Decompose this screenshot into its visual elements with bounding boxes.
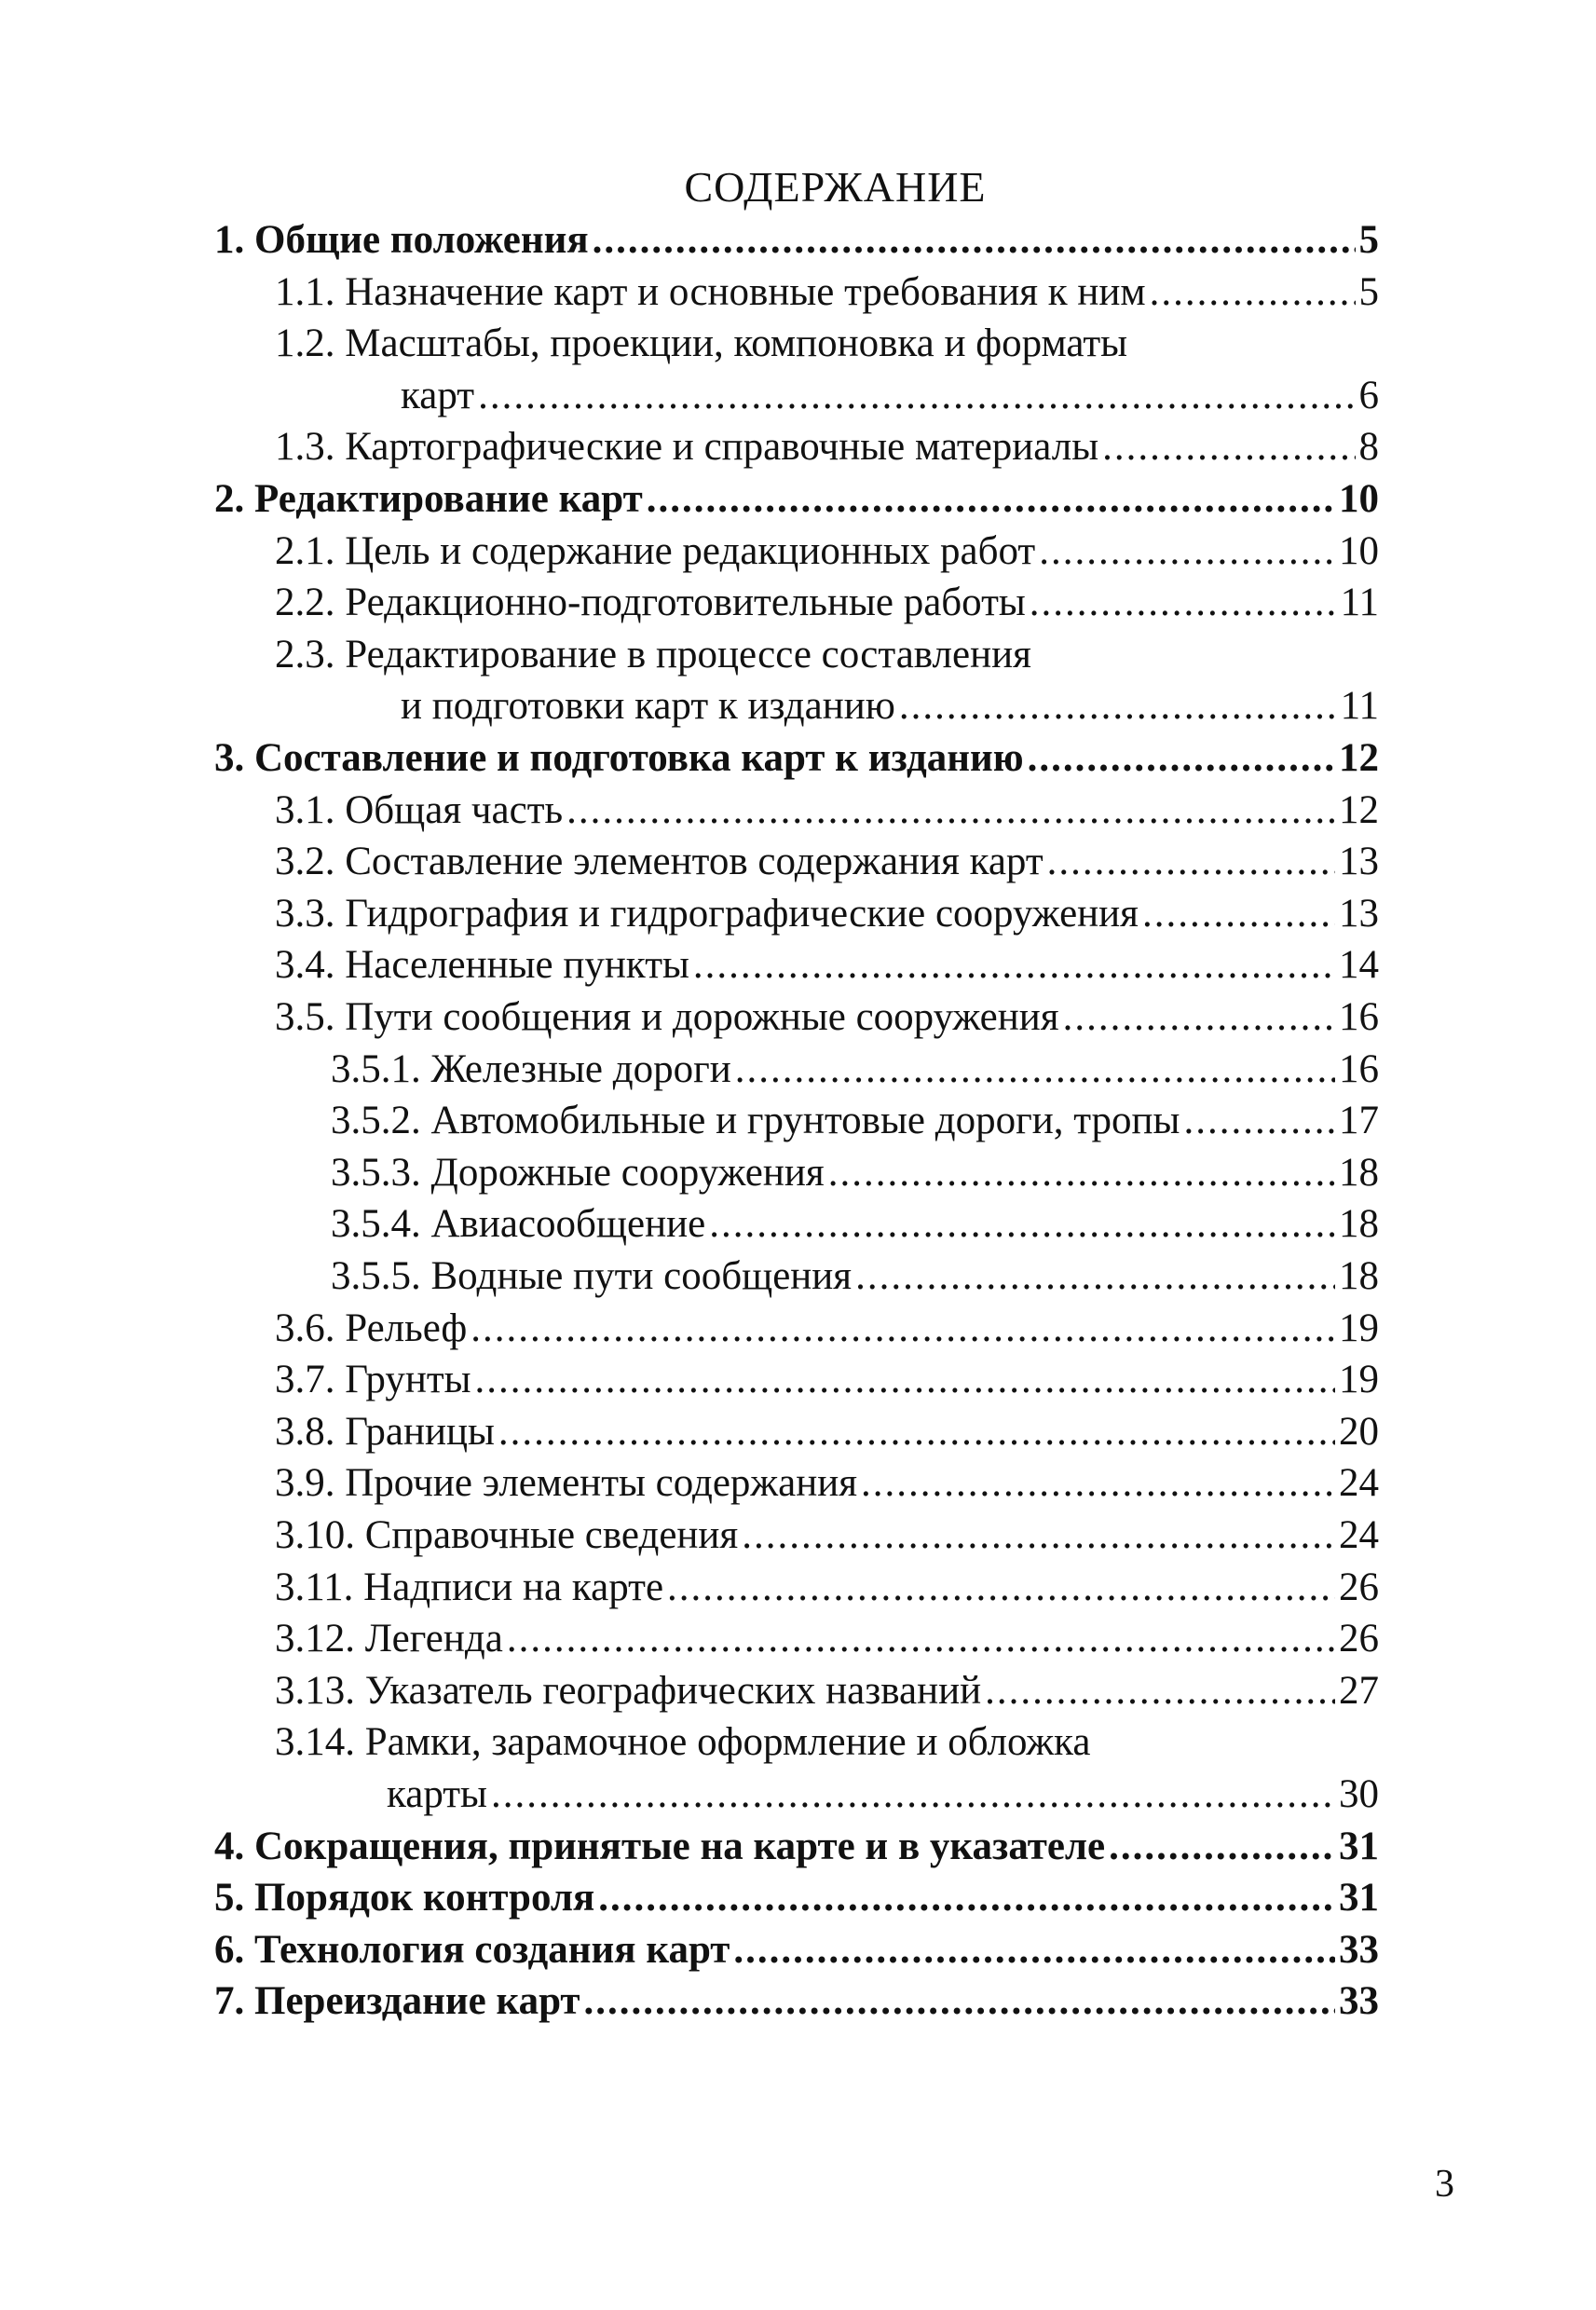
toc-entry-label: 3.11. Надписи на карте <box>275 1565 664 1609</box>
toc-entry-label: 3.5.2. Автомобильные и грунтовые дороги, тропы <box>331 1099 1180 1143</box>
toc-entry-label: 2.1. Цель и содержание редакционных работ <box>275 528 1036 573</box>
toc-entry-page: 26 <box>1339 1617 1379 1661</box>
toc-leader-dots <box>861 1457 1335 1510</box>
toc-leader-dots <box>1102 421 1355 473</box>
toc-entry-page: 10 <box>1339 528 1379 573</box>
toc-entry <box>275 785 1379 837</box>
toc-entry <box>275 1716 1090 1769</box>
toc-entry <box>275 421 1379 473</box>
toc-leader-dots <box>1142 888 1335 940</box>
toc-entry <box>275 267 1379 319</box>
toc-entry-page: 16 <box>1339 1046 1379 1091</box>
toc-entry <box>214 214 1379 267</box>
toc-entry-page: 5 <box>1358 218 1379 262</box>
toc-entry-label: 3.14. Рамки, зарамочное оформление и обложка <box>275 1720 1091 1765</box>
toc-leader-dots <box>584 1975 1335 2028</box>
toc-entry-page: 5 <box>1358 269 1379 314</box>
toc-leader-dots <box>566 785 1335 837</box>
toc-entry-label: 6. Технология создания карт <box>214 1927 730 1972</box>
toc-entry-label: 3.5.3. Дорожные сооружения <box>331 1150 825 1195</box>
toc-leader-dots <box>899 680 1337 732</box>
toc-entry-label: 3.7. Грунты <box>275 1358 471 1402</box>
toc-entry <box>275 939 1379 991</box>
toc-entry-page: 18 <box>1339 1150 1379 1195</box>
toc-entry-label: 3.3. Гидрография и гидрографические сооружения <box>275 891 1139 936</box>
toc-entry-label: 5. Порядок контроля <box>214 1876 595 1920</box>
toc-entry-label: 3.5. Пути сообщения и дорожные сооружения <box>275 995 1059 1039</box>
toc-entry-label: 3.8. Границы <box>275 1409 495 1454</box>
toc-entry-page: 20 <box>1339 1409 1379 1454</box>
toc-leader-dots <box>709 1198 1335 1251</box>
toc-entry-page: 30 <box>1339 1772 1379 1816</box>
toc-entry-label: 1.1. Назначение карт и основные требования к ним <box>275 269 1146 314</box>
toc-entry-page: 12 <box>1339 787 1379 832</box>
toc-leader-dots <box>647 473 1335 526</box>
toc-entry <box>401 680 1379 732</box>
toc-entry-page: 11 <box>1340 684 1379 729</box>
toc-entry-page: 24 <box>1339 1461 1379 1506</box>
toc-entry-page: 16 <box>1339 995 1379 1039</box>
toc-leader-dots <box>667 1562 1335 1614</box>
toc-entry-page: 31 <box>1339 1824 1379 1868</box>
toc-leader-dots <box>1039 526 1335 578</box>
toc-entry-label: 2.3. Редактирование в процессе составления <box>275 632 1031 677</box>
toc-entry-page: 13 <box>1339 840 1379 884</box>
toc-entry-label: 3. Составление и подготовка карт к изданию <box>214 736 1024 780</box>
toc-entry <box>275 888 1379 940</box>
toc-entry <box>275 577 1379 629</box>
toc-leader-dots <box>693 939 1335 991</box>
toc-entry-page: 33 <box>1339 1927 1379 1972</box>
toc-entry <box>331 1198 1379 1251</box>
toc-leader-dots <box>593 214 1356 267</box>
toc-entry-label: 3.6. Рельеф <box>275 1305 468 1350</box>
toc-entry-page: 8 <box>1358 425 1379 470</box>
toc-leader-dots <box>855 1251 1335 1303</box>
toc-leader-dots <box>1063 991 1335 1044</box>
toc-leader-dots <box>1150 267 1356 319</box>
toc-entry-label: 3.10. Справочные сведения <box>275 1513 739 1557</box>
toc-entry-label: 1.3. Картографические и справочные материалы <box>275 425 1099 470</box>
toc-entry-page: 18 <box>1339 1254 1379 1298</box>
toc-entry <box>275 1406 1379 1458</box>
toc-entry-page: 13 <box>1339 891 1379 936</box>
toc-entry <box>214 732 1379 785</box>
toc-leader-dots <box>985 1665 1335 1717</box>
toc-entry-page: 26 <box>1339 1565 1379 1609</box>
toc-leader-dots <box>471 1303 1335 1355</box>
toc-entry-label: 3.12. Легенда <box>275 1617 503 1661</box>
toc-entry-label: 3.4. Населенные пункты <box>275 943 689 988</box>
toc-leader-dots <box>1030 577 1337 629</box>
toc-leader-dots <box>735 1044 1335 1096</box>
toc-leader-dots <box>478 370 1355 422</box>
toc-leader-dots <box>498 1406 1335 1458</box>
toc-leader-dots <box>733 1924 1335 1976</box>
toc-entry-label: 1.2. Масштабы, проекции, компоновка и форматы <box>275 321 1128 366</box>
toc-leader-dots <box>1047 836 1335 888</box>
toc-entry <box>275 1510 1379 1562</box>
toc-entry <box>401 370 1379 422</box>
toc-entry <box>275 526 1379 578</box>
toc-entry-page: 11 <box>1340 581 1379 625</box>
toc-entry-label: 2. Редактирование карт <box>214 477 643 521</box>
toc-entry <box>275 1354 1379 1406</box>
toc-entry-label: 3.5.4. Авиасообщение <box>331 1202 706 1247</box>
toc-entry-page: 19 <box>1339 1358 1379 1402</box>
toc-entry <box>387 1769 1379 1821</box>
toc-entry <box>214 1924 1379 1976</box>
toc-leader-dots <box>1183 1095 1335 1147</box>
toc-entry-page: 6 <box>1358 373 1379 417</box>
toc-entry-label: 2.2. Редакционно-подготовительные работы <box>275 581 1026 625</box>
toc-entry <box>275 836 1379 888</box>
toc-entry-label: и подготовки карт к изданию <box>401 684 895 729</box>
toc-entry-label: 1. Общие положения <box>214 218 589 262</box>
toc-entry <box>275 1303 1379 1355</box>
toc-entry <box>331 1251 1379 1303</box>
toc-leader-dots <box>507 1613 1335 1665</box>
toc-entry-page: 18 <box>1339 1202 1379 1247</box>
toc-entry-label: 4. Сокращения, принятые на карте и в указателе <box>214 1824 1106 1868</box>
toc-entry-label: 7. Переиздание карт <box>214 1979 580 2024</box>
toc-leader-dots <box>742 1510 1335 1562</box>
toc-entry <box>214 1872 1379 1924</box>
toc-entry-page: 24 <box>1339 1513 1379 1557</box>
toc-entry-page: 14 <box>1339 943 1379 988</box>
toc-entry-page: 10 <box>1339 477 1379 521</box>
toc-leader-dots <box>491 1769 1335 1821</box>
toc-leader-dots <box>598 1872 1335 1924</box>
toc-entry <box>275 1457 1379 1510</box>
toc-entry <box>214 1821 1379 1873</box>
toc-leader-dots <box>475 1354 1335 1406</box>
toc-title: СОДЕРЖАНИЕ <box>684 163 987 211</box>
toc-leader-dots <box>828 1147 1335 1199</box>
toc-entry-page: 27 <box>1339 1668 1379 1713</box>
toc-entry-label: 3.5.5. Водные пути сообщения <box>331 1254 853 1298</box>
toc-entry <box>275 1613 1379 1665</box>
toc-entry-page: 17 <box>1339 1099 1379 1143</box>
toc-entry <box>214 473 1379 526</box>
toc-entry <box>275 1665 1379 1717</box>
toc-entry-label: 3.1. Общая часть <box>275 787 564 832</box>
toc-entry <box>331 1147 1379 1199</box>
toc-leader-dots <box>1028 732 1335 785</box>
toc-entry-label: карты <box>387 1772 487 1816</box>
toc-entry-label: 3.5.1. Железные дороги <box>331 1046 731 1091</box>
toc-entry-label: 3.9. Прочие элементы содержания <box>275 1461 858 1506</box>
toc-entry <box>275 991 1379 1044</box>
toc-entry <box>275 318 1127 370</box>
toc-entry <box>275 629 1031 681</box>
toc-entry <box>214 1975 1379 2028</box>
toc-entry-label: 3.2. Составление элементов содержания карт <box>275 840 1044 884</box>
toc-entry-page: 31 <box>1339 1876 1379 1920</box>
toc-entry <box>275 1562 1379 1614</box>
toc-entry-label: 3.13. Указатель географических названий <box>275 1668 982 1713</box>
toc-leader-dots <box>1109 1821 1335 1873</box>
toc-entry-label: карт <box>401 373 475 417</box>
page-number: 3 <box>1435 2163 1454 2206</box>
toc-entry <box>331 1044 1379 1096</box>
toc-entry <box>331 1095 1379 1147</box>
toc-entry-page: 19 <box>1339 1305 1379 1350</box>
toc-entry-page: 33 <box>1339 1979 1379 2024</box>
toc-entry-page: 12 <box>1339 736 1379 780</box>
